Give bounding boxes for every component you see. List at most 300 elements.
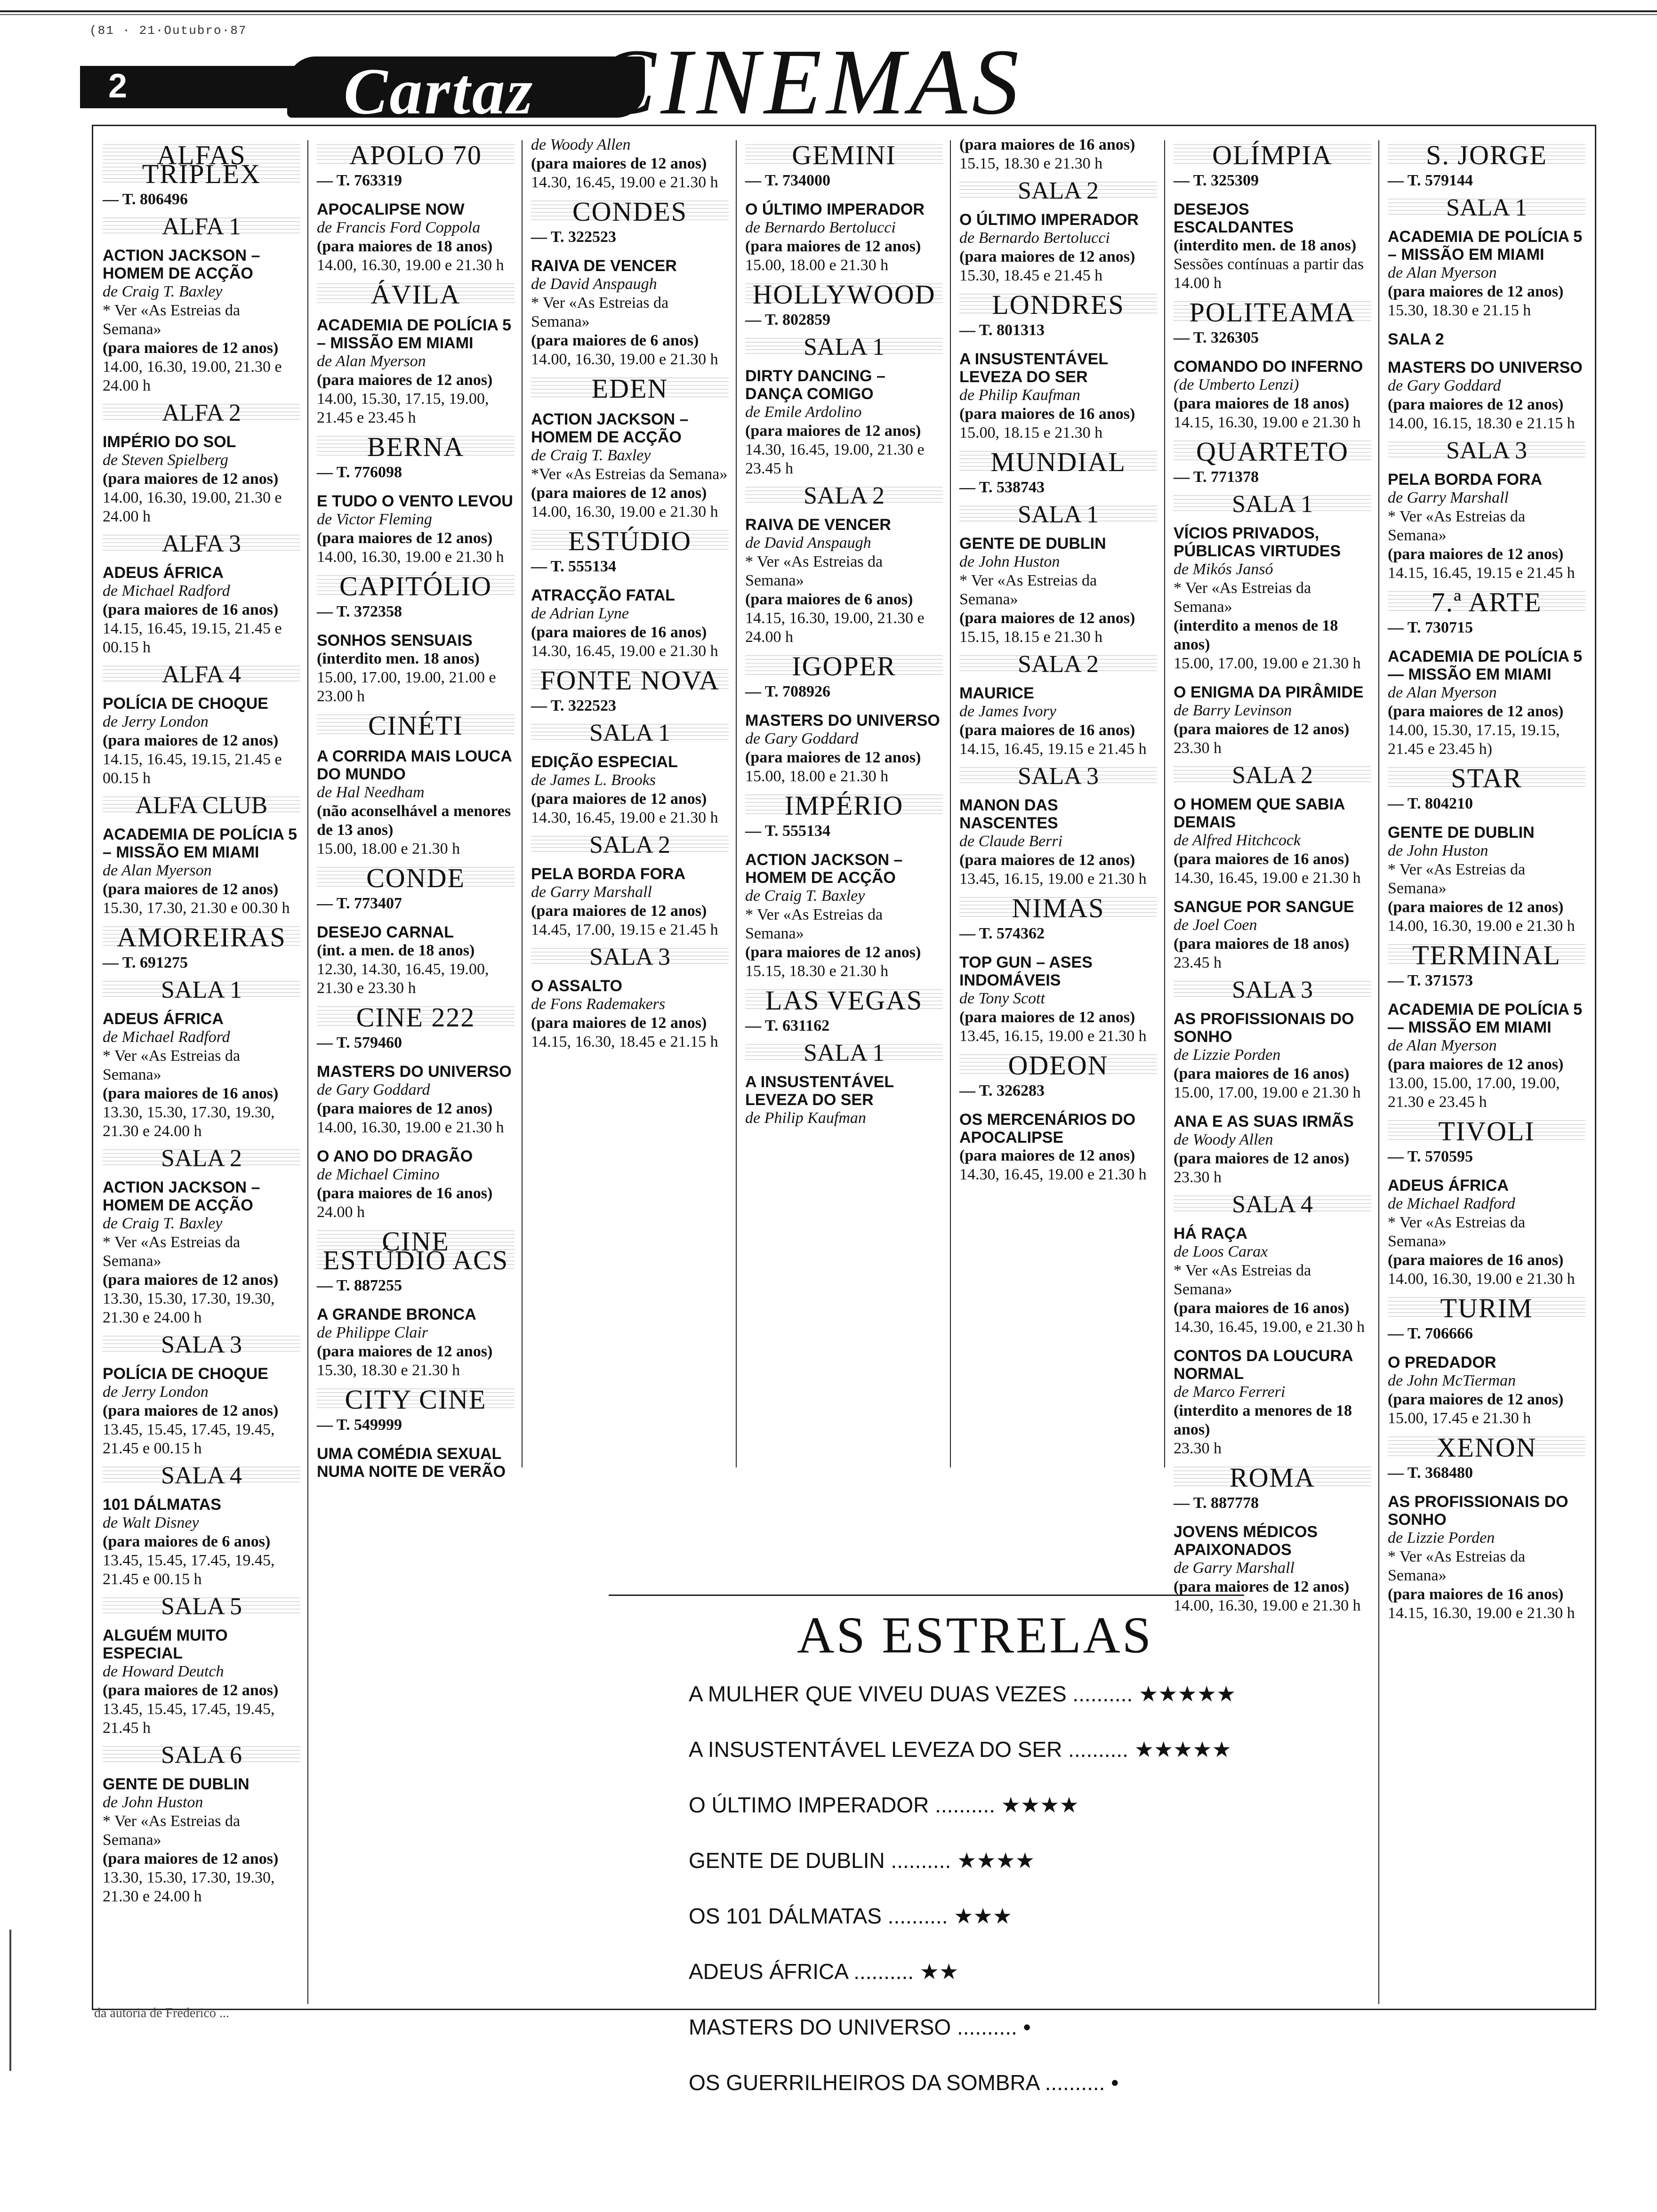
screen-name: ALFA 3 (103, 535, 300, 553)
film-title: TOP GUN – ASES INDOMÁVEIS (959, 954, 1093, 989)
film-showtimes: 14.00, 16.30, 19.00 e 21.30 h (1388, 917, 1575, 935)
screen-name: SALA 1 (959, 505, 1157, 524)
film-title: A CORRIDA MAIS LOUCA DO MUNDO (317, 747, 512, 783)
film-director: de Loos Carax (1174, 1243, 1268, 1260)
film-director: de Michael Cimino (317, 1166, 440, 1183)
film-title: COMANDO DO INFERNO (1174, 358, 1363, 376)
phone-number: — T. 706666 (1388, 1325, 1473, 1342)
film-director: de Howard Deutch (103, 1663, 224, 1680)
film-entry (1388, 228, 1585, 320)
film-title: RAIVA DE VENCER (745, 516, 891, 534)
screen-name: SALA 4 (103, 1467, 300, 1485)
film-rating-class: (para maiores de 12 anos) (1388, 898, 1564, 916)
film-rating-class: (para maiores de 18 anos) (1174, 395, 1350, 412)
screen-name: ALFA CLUB (103, 796, 300, 815)
film-entry (531, 257, 729, 369)
film-showtimes: 15.30, 17.30, 21.30 e 00.30 h (103, 899, 290, 917)
listing-column (1388, 136, 1585, 1623)
film-title: ACTION JACKSON – HOMEM DE ACÇÃO (103, 1178, 260, 1214)
film-entry (959, 211, 1157, 285)
film-title: O ANO DO DRAGÃO (317, 1147, 473, 1165)
film-title: DIRTY DANCING – DANÇA COMIGO (745, 367, 885, 403)
stars-row (689, 1736, 1254, 1792)
phone-number: — T. 570595 (1388, 1148, 1473, 1165)
film-entry (745, 367, 943, 478)
listing-column (1174, 136, 1371, 1615)
film-director: de Gary Goddard (317, 1081, 430, 1098)
film-director: de Mikós Jansó (1174, 561, 1273, 578)
film-showtimes: 24.00 h (317, 1203, 365, 1221)
stars-film-title: OS 101 DÁLMATAS (689, 1904, 888, 1928)
film-entry (1174, 200, 1371, 293)
film-entry (745, 851, 943, 981)
film-rating-class: (para maiores de 12 anos) (103, 732, 279, 749)
stars-rating: ★★ (914, 1959, 959, 1984)
film-rating-class: (para maiores de 12 anos) (745, 422, 921, 440)
phone-number: — T. 555134 (745, 822, 831, 840)
film-rating-class: (para maiores de 12 anos) (1388, 703, 1564, 720)
film-entry (531, 977, 729, 1051)
screen-name: SALA 3 (959, 767, 1157, 786)
film-entry (959, 1111, 1157, 1184)
film-title: EDIÇÃO ESPECIAL (531, 753, 678, 771)
film-director: de Gary Goddard (1388, 377, 1501, 394)
column-divider (1164, 140, 1165, 1467)
film-entry (1388, 824, 1585, 936)
film-entry (1174, 1225, 1371, 1337)
stars-row (689, 1847, 1254, 1903)
film-entry (103, 1627, 300, 1738)
film-showtimes: 15.00, 17.00, 19.00 e 21.30 h (1174, 655, 1361, 672)
stars-leader: .......... (957, 2015, 1017, 2039)
film-director: de Jerry London (103, 1383, 209, 1401)
stars-leader: .......... (1045, 2070, 1105, 2095)
film-entry (531, 865, 729, 939)
listing-column (103, 136, 300, 1906)
screen-name: SALA 4 (1174, 1195, 1371, 1214)
film-director: de Craig T. Baxley (745, 887, 865, 905)
film-rating-class: (para maiores de 12 anos) (1388, 283, 1564, 300)
film-title: IMPÉRIO DO SOL (103, 433, 236, 451)
film-note: * Ver «As Estreias da Semana» (103, 1812, 241, 1849)
stars-rating: • (1017, 2015, 1031, 2039)
film-showtimes: 15.00, 17.45 e 21.30 h (1388, 1410, 1531, 1427)
film-showtimes: 23.30 h (1174, 1440, 1222, 1457)
screen-name: SALA 3 (531, 948, 729, 967)
stars-row (689, 2014, 1254, 2069)
cinema-name: APOLO 70 (317, 144, 515, 167)
film-director: de Garry Marshall (1174, 1559, 1295, 1577)
film-director: de Jerry London (103, 713, 209, 730)
film-note: * Ver «As Estreias da Semana» (1174, 579, 1311, 616)
film-entry (1388, 1493, 1585, 1623)
film-showtimes: 14.45, 17.00, 19.15 e 21.45 h (531, 921, 718, 938)
film-showtimes: 15.00, 18.00 e 21.30 h (745, 768, 889, 785)
film-showtimes: 14.30, 16.45, 19.00 e 21.30 h (531, 809, 718, 826)
cinema-name: NIMAS (959, 897, 1157, 920)
phone-number: — T. 368480 (1388, 1464, 1473, 1482)
phone-number: — T. 763319 (317, 172, 402, 189)
cinema-name: QUARTETO (1174, 441, 1371, 463)
top-rule (0, 0, 1657, 12)
cinema-name: CINE 222 (317, 1006, 515, 1029)
film-entry (103, 1178, 300, 1327)
film-title: MASTERS DO UNIVERSO (1388, 359, 1583, 377)
film-title: ACADEMIA DE POLÍCIA 5 – MISSÃO EM MIAMI (317, 316, 512, 352)
film-rating-class: (para maiores de 12 anos) (745, 749, 921, 766)
film-rating-class: (para maiores de 6 anos) (531, 332, 699, 349)
film-note: * Ver «As Estreias da Semana» (103, 1234, 241, 1270)
screen-name: SALA 2 (531, 836, 729, 855)
film-director: de Fons Rademakers (531, 995, 666, 1013)
film-entry (103, 433, 300, 526)
cinema-name: LONDRES (959, 294, 1157, 316)
film-entry (103, 1496, 300, 1589)
film-rating-class: (para maiores de 12 anos) (1388, 545, 1564, 563)
phone-number: — T. 887778 (1174, 1494, 1259, 1512)
film-director: (de Umberto Lenzi) (1174, 376, 1299, 393)
film-title: DESEJOS ESCALDANTES (1174, 200, 1294, 236)
film-director: de Lizzie Porden (1174, 1046, 1281, 1064)
film-rating-class: (para maiores de 16 anos) (959, 721, 1135, 739)
cinema-name: CINÉTI (317, 714, 515, 737)
film-note: * Ver «As Estreias da Semana» (1388, 861, 1526, 897)
cinema-name: CITY CINE (317, 1388, 515, 1411)
film-director: de Michael Radford (103, 582, 230, 600)
film-entry (745, 1073, 943, 1128)
film-showtimes: 15.15, 18.15 e 21.30 h (959, 628, 1103, 646)
film-title: O ÚLTIMO IMPERADOR (959, 211, 1139, 229)
film-rating-class: (para maiores de 12 anos) (103, 1850, 279, 1867)
listing-column (531, 136, 729, 1051)
film-showtimes: 14.00, 16.30, 19.00 e 21.30 h (317, 1119, 504, 1136)
screen-name: SALA 3 (1174, 981, 1371, 1000)
film-director: de Michael Radford (103, 1028, 230, 1046)
cinema-name: HOLLYWOOD (745, 283, 943, 306)
film-showtimes: 14.30, 16.45, 19.00 e 21.30 h (531, 642, 718, 660)
stars-row (689, 1958, 1254, 2014)
stars-row (689, 1681, 1254, 1736)
film-rating-class: (para maiores de 16 anos) (1174, 1065, 1350, 1082)
film-rating-class: (para maiores de 16 anos) (103, 1085, 279, 1102)
column-divider (1378, 140, 1379, 2004)
film-director: de Woody Allen (531, 136, 631, 153)
film-title: ACTION JACKSON – HOMEM DE ACÇÃO (103, 247, 260, 282)
film-note: * Ver «As Estreias da Semana» (1388, 1214, 1526, 1250)
film-director: de Emile Ardolino (745, 403, 862, 421)
stars-rating: ★★★★ (995, 1793, 1079, 1817)
film-entry (103, 564, 300, 657)
film-rating-class: (para maiores de 12 anos) (959, 248, 1135, 265)
film-title: O ENIGMA DA PIRÂMIDE (1174, 683, 1364, 701)
phone-number: — T. 322523 (531, 697, 617, 714)
film-showtimes: 13.30, 15.30, 17.30, 19.30, 21.30 e 24.00 h (103, 1104, 275, 1140)
cinema-name: LAS VEGAS (745, 989, 943, 1012)
film-title: AS PROFISSIONAIS DO SONHO (1388, 1493, 1569, 1529)
film-entry (1388, 471, 1585, 583)
film-showtimes: 14.00, 16.30, 19.00, 21.30 e 24.00 h (103, 489, 282, 525)
film-rating-class: (não aconselhável a menores de 13 anos) (317, 802, 511, 839)
screen-name: SALA 1 (745, 1044, 943, 1063)
phone-number: — T. 326283 (959, 1082, 1045, 1099)
film-showtimes: 14.30, 16.45, 19.00 e 21.30 h (531, 174, 718, 191)
phone-number: — T. 371573 (1388, 972, 1473, 989)
cinema-name: ROMA (1174, 1467, 1371, 1489)
film-note: * Ver «As Estreias da Semana» (959, 572, 1097, 608)
film-rating-class: (para maiores de 12 anos) (1174, 721, 1350, 738)
film-title: A GRANDE BRONCA (317, 1306, 476, 1323)
screen-name: SALA 3 (1388, 441, 1585, 460)
screen-name: ALFA 4 (103, 665, 300, 684)
film-rating-class: (para maiores de 12 anos) (103, 1271, 279, 1289)
film-director: de Bernardo Bertolucci (959, 229, 1110, 247)
film-entry (1174, 683, 1371, 758)
film-director: de David Anspaugh (531, 275, 657, 293)
film-entry (1174, 1347, 1371, 1458)
film-showtimes: 13.00, 15.00, 17.00, 19.00, 21.30 e 23.45 h (1388, 1074, 1560, 1111)
film-entry (959, 136, 1157, 173)
stars-leader: .......... (853, 1959, 914, 1984)
film-title: POLÍCIA DE CHOQUE (103, 1365, 268, 1383)
film-rating-class: (para maiores de 6 anos) (745, 591, 913, 608)
film-title: ADEUS ÁFRICA (1388, 1177, 1509, 1194)
film-rating-class: (interdito a menos de 18 anos) (1174, 617, 1338, 653)
phone-number: — T. 555134 (531, 558, 617, 575)
film-entry (1174, 795, 1371, 888)
stars-row (689, 2069, 1254, 2125)
screen-name: SALA 1 (1388, 199, 1585, 217)
film-director: de Garry Marshall (1388, 489, 1509, 506)
film-rating-class: (para maiores de 12 anos) (531, 484, 707, 502)
film-entry (317, 632, 515, 706)
film-director: de Gary Goddard (745, 730, 859, 747)
film-showtimes: 14.15, 16.45, 19.15, 21.45 e 00.15 h (103, 751, 282, 787)
film-title: ACTION JACKSON – HOMEM DE ACÇÃO (531, 410, 689, 446)
phone-number: — T. 802859 (745, 311, 831, 329)
cinema-name: ODEON (959, 1054, 1157, 1077)
film-title: 101 DÁLMATAS (103, 1496, 221, 1514)
film-showtimes: 12.30, 14.30, 16.45, 19.00, 21.30 e 23.30 h (317, 961, 489, 997)
film-director: de Craig T. Baxley (103, 1215, 223, 1232)
phone-number: — T. 326305 (1174, 329, 1259, 346)
film-showtimes: 14.30, 16.45, 19.00, 21.30 e 23.45 h (745, 441, 925, 477)
film-rating-class: (para maiores de 18 anos) (317, 238, 493, 255)
film-title: A INSUSTENTÁVEL LEVEZA DO SER (959, 350, 1108, 386)
film-showtimes: 14.00, 15.30, 17.15, 19.15, 21.45 e 23.45 h) (1388, 721, 1560, 758)
film-showtimes: 14.30, 16.45, 19.00 e 21.30 h (959, 1166, 1147, 1183)
film-director: de Woody Allen (1174, 1131, 1273, 1148)
film-entry (745, 712, 943, 786)
film-rating-class: (para maiores de 12 anos) (1388, 1056, 1564, 1073)
film-showtimes: 15.15, 18.30 e 21.30 h (745, 962, 889, 980)
film-rating-class: (para maiores de 16 anos) (959, 405, 1135, 423)
film-title: ALGUÉM MUITO ESPECIAL (103, 1627, 228, 1662)
cinema-name: CAPITÓLIO (317, 575, 515, 598)
film-rating-class: (interdito a menores de 18 anos) (1174, 1402, 1352, 1438)
stars-rating: ★★★★★ (1128, 1737, 1231, 1762)
film-director: de Michael Radford (1388, 1195, 1515, 1212)
film-showtimes: 15.30, 18.45 e 21.45 h (959, 267, 1103, 284)
film-director: de Philippe Clair (317, 1324, 428, 1341)
film-showtimes: 13.45, 15.45, 17.45, 19.45, 21.45 h (103, 1700, 275, 1737)
film-entry (959, 535, 1157, 647)
film-showtimes: 14.00, 15.30, 17.15, 19.00, 21.45 e 23.45 h (317, 390, 489, 426)
film-showtimes: 14.15, 16.45, 19.15, 21.45 e 00.15 h (103, 620, 282, 656)
screen-name: SALA 1 (531, 724, 729, 743)
film-rating-class: (para maiores de 12 anos) (103, 1682, 279, 1699)
stars-row (689, 1903, 1254, 1958)
film-note: * Ver «As Estreias da Semana» (745, 906, 883, 942)
film-showtimes: 14.00, 16.30, 19.00 e 21.30 h (1388, 1270, 1575, 1288)
stars-leader: .......... (1072, 1682, 1133, 1706)
film-rating-class: (para maiores de 12 anos) (531, 902, 707, 920)
film-entry (103, 1365, 300, 1458)
film-director: de David Anspaugh (745, 534, 871, 552)
film-entry (1174, 358, 1371, 432)
film-title: O PREDADOR (1388, 1354, 1496, 1371)
cinema-name: ÁVILA (317, 283, 515, 306)
film-entry (959, 684, 1157, 759)
stars-film-title: O ÚLTIMO IMPERADOR (689, 1793, 935, 1817)
screen-name: SALA 5 (103, 1597, 300, 1616)
film-title: ANA E AS SUAS IRMÃS (1174, 1113, 1354, 1130)
film-showtimes: 15.30, 18.30 e 21.15 h (1388, 302, 1531, 319)
film-entry (1174, 524, 1371, 673)
listing-column (317, 136, 515, 1481)
film-showtimes: 23.30 h (1174, 739, 1222, 757)
page-header (80, 19, 1024, 134)
film-showtimes: 14.15, 16.45, 19.15 e 21.45 h (1388, 564, 1575, 582)
screen-name: SALA 2 (1174, 766, 1371, 785)
film-rating-class: (para maiores de 12 anos) (103, 1402, 279, 1419)
film-showtimes: 13.45, 15.45, 17.45, 19.45, 21.45 e 00.15 h (103, 1552, 275, 1588)
screen-name: SALA 3 (103, 1336, 300, 1354)
film-showtimes: 15.15, 18.30 e 21.30 h (959, 155, 1103, 172)
film-showtimes: 15.00, 18.00 e 21.30 h (745, 256, 889, 274)
screen-name: SALA 2 (959, 182, 1157, 200)
film-director: de Alan Myerson (317, 353, 426, 370)
film-entry (317, 1063, 515, 1137)
margin-mark (9, 1930, 11, 2071)
cinema-name: S. JORGE (1388, 144, 1585, 167)
film-entry (531, 753, 729, 827)
film-rating-class: (para maiores de 12 anos) (531, 1014, 707, 1032)
film-director: de Alan Myerson (103, 862, 212, 879)
film-director: de Walt Disney (103, 1514, 199, 1531)
stars-title: AS ESTRELAS (797, 1606, 1153, 1664)
film-title: HÁ RAÇA (1174, 1225, 1247, 1242)
film-entry (1174, 1113, 1371, 1187)
film-showtimes: 15.00, 18.00 e 21.30 h (317, 840, 460, 858)
film-title: JOVENS MÉDICOS APAIXONADOS (1174, 1523, 1318, 1559)
film-showtimes: 14.00, 16.15, 18.30 e 21.15 h (1388, 415, 1575, 432)
stars-film-title: MASTERS DO UNIVERSO (689, 2015, 957, 2039)
film-showtimes: 14.15, 16.30, 19.00, 21.30 e 24.00 h (745, 609, 925, 646)
film-entry (103, 825, 300, 918)
stars-rating: ★★★★ (951, 1848, 1035, 1873)
phone-number: — T. 887255 (317, 1277, 402, 1294)
listing-column (745, 136, 943, 1128)
film-entry (531, 136, 729, 192)
film-director: de John Huston (1388, 842, 1488, 859)
film-rating-class: (para maiores de 18 anos) (1174, 935, 1350, 953)
film-title: O ASSALTO (531, 977, 622, 995)
cinema-name: CINE ESTÚDIO ACS (317, 1230, 515, 1272)
film-entry (317, 492, 515, 567)
film-rating-class: (para maiores de 16 anos) (959, 136, 1135, 153)
film-title: VÍCIOS PRIVADOS, PÚBLICAS VIRTUDES (1174, 524, 1341, 560)
film-rating-class: (para maiores de 12 anos) (959, 1009, 1135, 1026)
film-showtimes: 15.00, 17.00, 19.00 e 21.30 h (1174, 1084, 1361, 1101)
phone-number: — T. 730715 (1388, 619, 1473, 636)
cinema-name: TIVOLI (1388, 1120, 1585, 1143)
phone-number: — T. 325309 (1174, 172, 1259, 189)
page-number: 2 (108, 67, 128, 105)
film-title: MASTERS DO UNIVERSO (317, 1063, 512, 1081)
film-director: de Barry Levinson (1174, 702, 1292, 719)
film-showtimes: 14.15, 16.30, 19.00 e 21.30 h (1174, 414, 1361, 431)
film-showtimes: 14.15, 16.45, 19.15 e 21.45 h (959, 740, 1147, 758)
stars-leader: .......... (887, 1904, 948, 1928)
listing-column (959, 136, 1157, 1184)
film-title: O ÚLTIMO IMPERADOR (745, 200, 925, 218)
screen-name: SALA 2 (745, 487, 943, 505)
phone-number: — T. 804210 (1388, 795, 1473, 812)
film-rating-class: (para maiores de 12 anos) (959, 609, 1135, 627)
film-showtimes: 13.30, 15.30, 17.30, 19.30, 21.30 e 24.00 h (103, 1869, 275, 1905)
film-note: * Ver «As Estreias da Semana» (531, 294, 669, 330)
phone-number: — T. 806496 (103, 191, 188, 208)
film-showtimes: 13.30, 15.30, 17.30, 19.30, 21.30 e 24.00 h (103, 1290, 275, 1326)
stars-leader: .......... (891, 1848, 951, 1873)
film-director: de Alan Myerson (1388, 1037, 1497, 1054)
film-director: de Craig T. Baxley (103, 283, 223, 300)
cinema-name: OLÍMPIA (1174, 144, 1371, 167)
phone-number: — T. 538743 (959, 479, 1045, 496)
cinema-name: CONDES (531, 200, 729, 223)
film-entry (959, 954, 1157, 1046)
film-note: * Ver «As Estreias da Semana» (1388, 508, 1526, 544)
phone-number: — T. 776098 (317, 464, 402, 481)
stars-film-title: ADEUS ÁFRICA (689, 1959, 854, 1984)
film-director: de Joel Coen (1174, 916, 1257, 934)
film-entry (317, 1445, 515, 1481)
film-title: ACADEMIA DE POLÍCIA 5 — MISSÃO EM MIAMI (1388, 1001, 1583, 1036)
phone-number: — T. 322523 (531, 228, 617, 246)
stars-film-title: A INSUSTENTÁVEL LEVEZA DO SER (689, 1737, 1069, 1762)
film-director: de James Ivory (959, 703, 1056, 720)
cinema-name: IGOPER (745, 655, 943, 678)
film-director: de John Huston (959, 553, 1060, 570)
film-entry (317, 200, 515, 275)
screen-name: SALA 2 (1388, 330, 1444, 348)
cinema-name: EDEN (531, 377, 729, 400)
film-title: MAURICE (959, 684, 1034, 702)
film-entry (745, 200, 943, 275)
film-director: de Claude Berri (959, 833, 1063, 850)
film-rating-class: (para maiores de 12 anos) (1388, 1391, 1564, 1408)
film-director: de Lizzie Porden (1388, 1529, 1495, 1547)
film-entry (531, 586, 729, 661)
cinema-name: STAR (1388, 767, 1585, 790)
film-director: de Bernardo Bertolucci (745, 219, 896, 236)
cinema-name: IMPÉRIO (745, 794, 943, 817)
film-title: ACADEMIA DE POLÍCIA 5 – MISSÃO EM MIAMI (1388, 228, 1583, 264)
film-showtimes: 13.45, 15.45, 17.45, 19.45, 21.45 e 00.15 h (103, 1421, 275, 1457)
phone-number: — T. 708926 (745, 683, 831, 700)
film-showtimes: 23.45 h (1174, 954, 1222, 971)
column-divider (950, 140, 951, 1467)
